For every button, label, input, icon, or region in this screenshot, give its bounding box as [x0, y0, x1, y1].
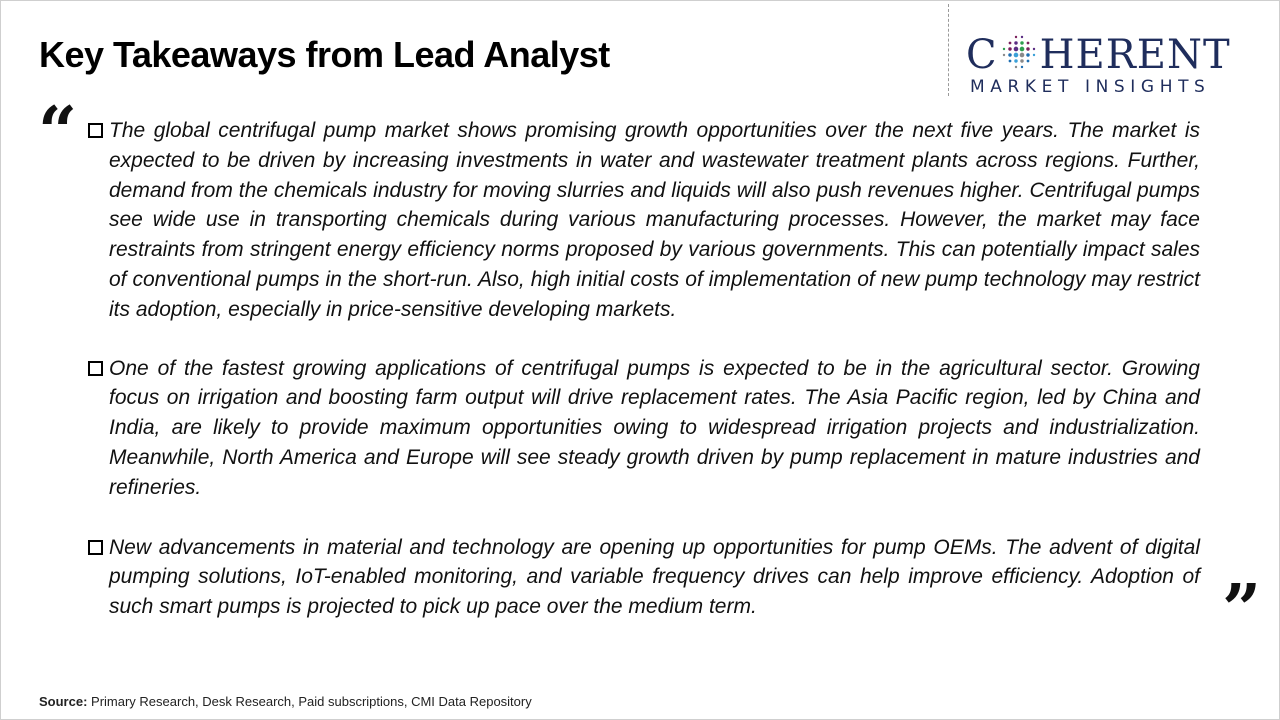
list-item [86, 354, 1200, 503]
logo-wordmark-start: C [966, 32, 998, 78]
logo-wordmark-end: HERENT [1039, 32, 1231, 78]
logo-dot [1020, 66, 1022, 68]
logo-dot [1008, 60, 1011, 63]
list-item [86, 533, 1200, 622]
header-divider [948, 4, 949, 96]
logo-dot [1019, 53, 1024, 58]
logo-wordmark [966, 30, 1231, 80]
open-quote-icon: “ [38, 92, 78, 172]
logo-dot [1026, 53, 1029, 56]
logo-dot [1013, 47, 1018, 52]
logo-dot [1008, 42, 1011, 45]
logo-dot [1032, 48, 1034, 50]
logo-dot [1020, 59, 1023, 62]
logo-dot [1014, 66, 1016, 68]
logo-dot [1014, 36, 1016, 38]
checkbox-bullet-icon [88, 540, 103, 555]
source-note [39, 694, 532, 709]
logo-dot [1020, 36, 1022, 38]
checkbox-bullet-icon [88, 361, 103, 376]
source-text: Primary Research, Desk Research, Paid subscriptions, CMI Data Repository [87, 694, 532, 709]
logo-dot [1026, 47, 1029, 50]
logo-globe-icon [999, 32, 1039, 72]
logo-dot [1014, 59, 1017, 62]
bullet-text: The global centrifugal pump market shows promising growth opportunities over the next five years. The market is expected to be driven by increasing investments in water and wastewater treatment plants across regions. Further, demand from the chemicals industry for moving slurries and liquids will also push revenues higher. Centrifugal pumps see wide use in transporting chemicals during various manufacturing processes. However, the market may face restraints from stringent energy efficiency norms proposed by various governments. This can potentially impact sales of conventional pumps in the short-run. Also, high initial costs of implementation of new pump technology may restrict its adoption, especially in price-sensitive developing markets. [109, 119, 1200, 321]
logo-dot [1002, 54, 1004, 56]
close-quote-icon: ” [1222, 570, 1262, 650]
bullet-text: One of the fastest growing applications of centrifugal pumps is expected to be in the agricultural sector. Growing focus on irrigation and boosting farm output will drive replacement rates. The Asia Pacific region, led by China and India, are likely to provide maximum opportunities owing to widespread irrigation projects and industrialization. Meanwhile, North America and Europe will see steady growth driven by pump replacement in mature industries and refineries. [109, 356, 1200, 499]
logo-dot [1008, 53, 1011, 56]
bullet-text: New advancements in material and technology are opening up opportunities for pump OEMs. The advent of digital pumping solutions, IoT-enabled monitoring, and variable frequency drives can help improve efficiency. Adoption of such smart pumps is projected to pick up pace over the medium term. [109, 535, 1200, 619]
list-item [86, 116, 1200, 325]
takeaways-list [86, 116, 1200, 622]
logo-dot [1014, 41, 1017, 44]
logo-dot [1002, 48, 1004, 50]
company-logo [966, 30, 1262, 96]
logo-dot [1026, 60, 1029, 63]
logo-dot [1019, 47, 1024, 52]
logo-dot [1013, 53, 1018, 58]
logo-dot [1020, 41, 1023, 44]
logo-dot [1008, 47, 1011, 50]
logo-subtitle: MARKET INSIGHTS [970, 77, 1211, 97]
page-title: Key Takeaways from Lead Analyst [39, 34, 610, 75]
logo-dot [1026, 42, 1029, 45]
checkbox-bullet-icon [88, 123, 103, 138]
source-label: Source: [39, 694, 88, 709]
logo-dot [1032, 54, 1034, 56]
